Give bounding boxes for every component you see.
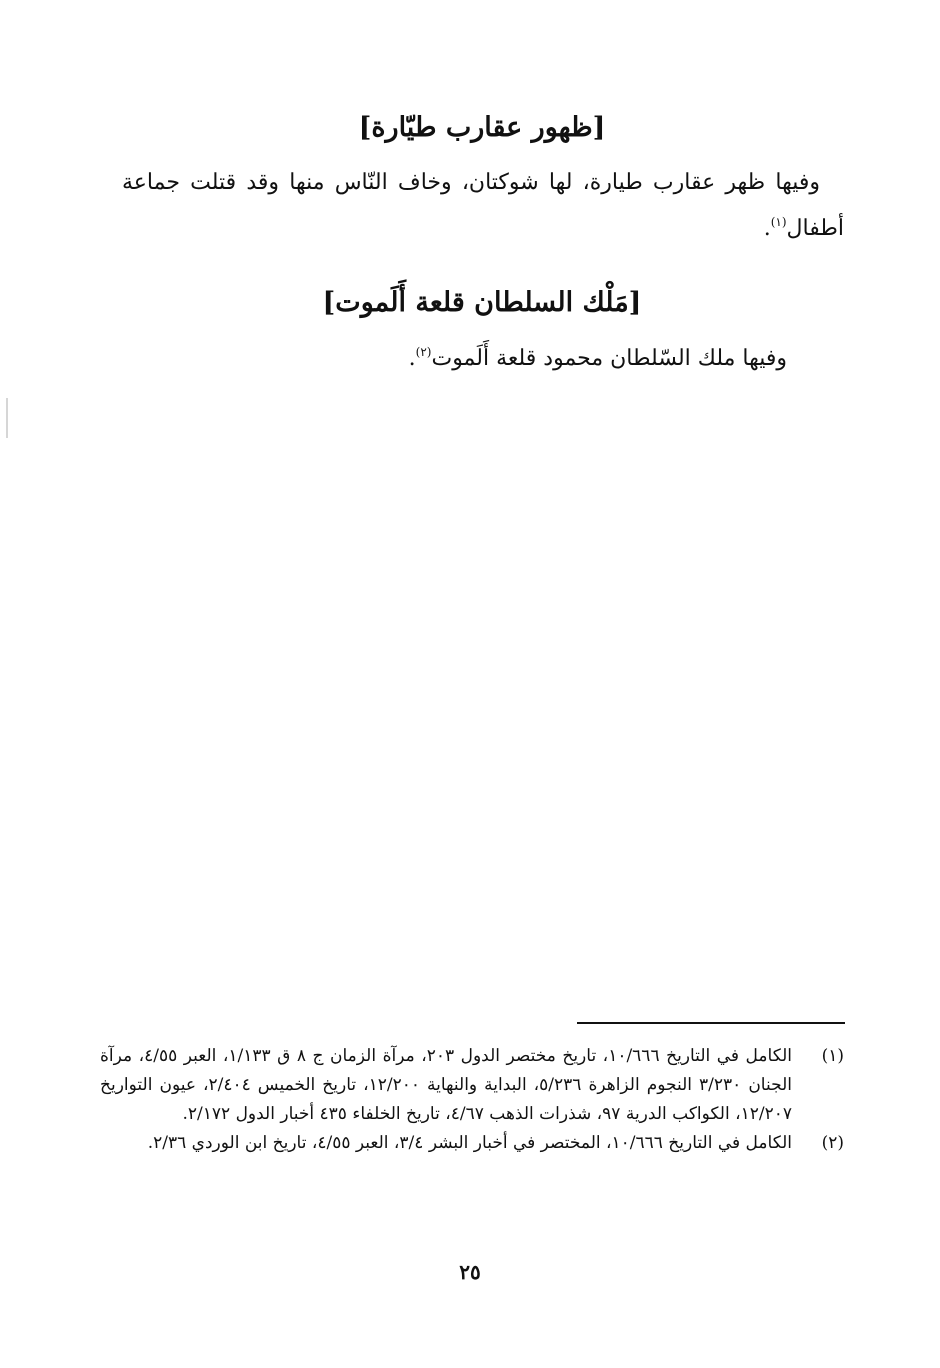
footnote-separator [577, 1022, 845, 1024]
paragraph-text: وفيها ملك السّلطان محمود قلعة أَلَموت [431, 346, 787, 371]
page-number: ٢٥ [459, 1260, 481, 1284]
footnote-item [100, 1042, 844, 1129]
paragraph-tail: . [408, 346, 416, 371]
paragraph-flying-scorpions [122, 160, 844, 252]
scan-edge-mark [6, 398, 8, 438]
footnote-reference[interactable]: (٢) [415, 345, 432, 359]
footnote-number: (١) [821, 1046, 844, 1066]
footnote-item [100, 1129, 844, 1158]
footnote-number: (٢) [821, 1133, 844, 1153]
footnote-reference[interactable]: (١) [770, 215, 787, 229]
section-heading-alamut-castle: [مَلْك السلطان قلعة أَلَموت] [322, 287, 642, 318]
paragraph-tail: . [763, 216, 771, 241]
footnotes [100, 1042, 844, 1158]
paragraph-text: وفيها ظهر عقارب طيارة، لها شوكتان، وخاف النّاس منها وقد قتلت جماعة أطفال [122, 170, 844, 241]
footnote-text: الكامل في التاريخ ١٠/٦٦٦، تاريخ مختصر الدول ٢٠٣، مرآة الزمان ج ٨ ق ١/١٣٣، العبر ٤/٥٥، مرآة الجنان ٣/٢٣٠ النجوم الزاهرة ٥/٢٣٦، البداية والنهاية ١٢/٢٠٠، تاريخ الخميس ٢/٤٠٤، عيون التواريخ ١٢/٢٠٧، الكواكب الدرية ٩٧، شذرات الذهب ٤/٦٧، تاريخ الخلفاء ٤٣٥ أخبار الدول ٢/١٧٢. [100, 1046, 792, 1124]
section-heading-flying-scorpions: [ظهور عقارب طيّارة] [358, 112, 606, 143]
footnote-text: الكامل في التاريخ ١٠/٦٦٦، المختصر في أخبار البشر ٣/٤، العبر ٤/٥٥، تاريخ ابن الوردي ٢/٣٦. [147, 1133, 792, 1153]
paragraph-alamut-castle [122, 336, 844, 382]
